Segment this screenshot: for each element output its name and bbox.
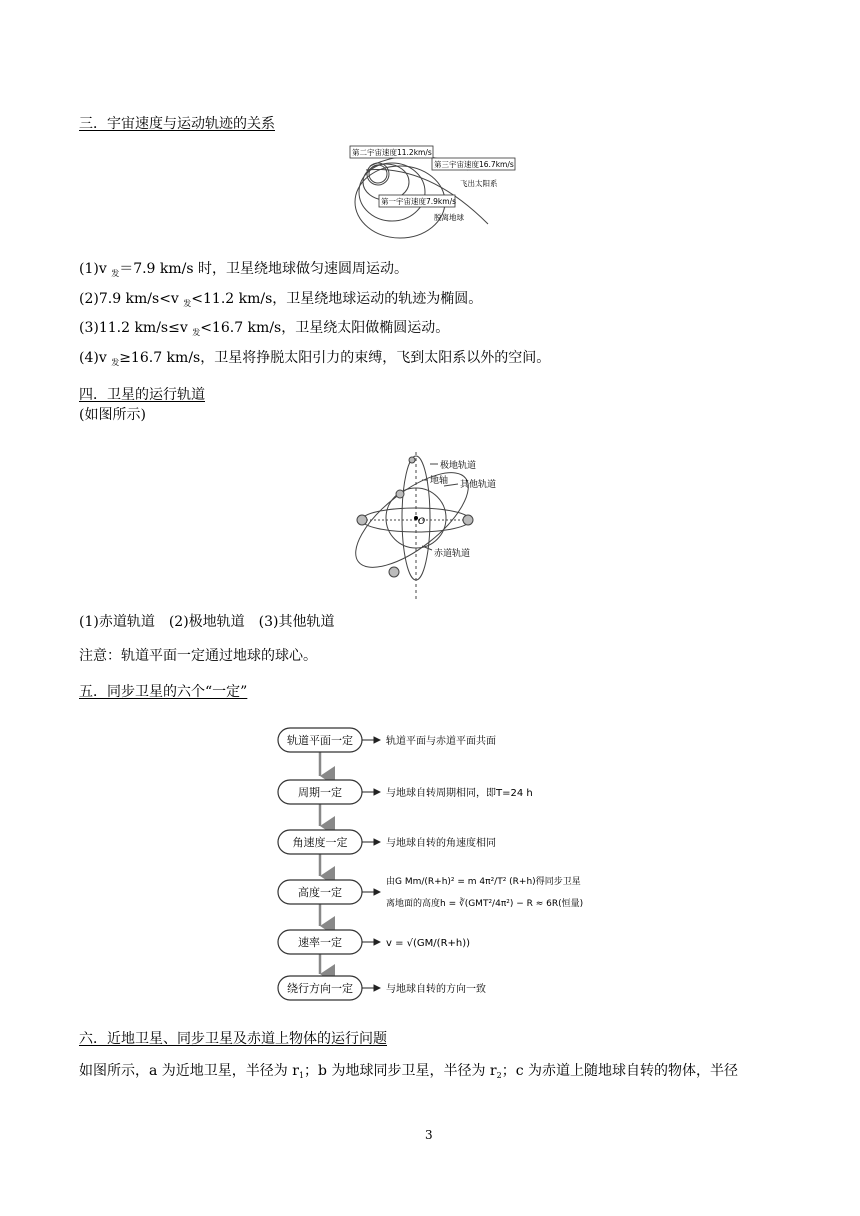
cosmic-velocity-figure xyxy=(348,144,516,240)
flow-desc-period: 与地球自转周期相同，即T=24 h xyxy=(386,788,533,799)
label-fly-out-solar-system: 飞出太阳系 xyxy=(460,179,498,188)
section-3-heading: 三．宇宙速度与运动轨迹的关系 xyxy=(79,116,275,132)
satellite-orbits-figure xyxy=(352,452,504,600)
section-4-heading: 四．卫星的运行轨道 xyxy=(79,387,205,403)
velocity-item-3: (3)11.2 km/s≤v $_发$<16.7 km/s，卫星绕太阳做椭圆运动。 xyxy=(79,320,450,337)
flow-desc-angular-velocity: 与地球自转的角速度相同 xyxy=(386,838,496,849)
velocity-item-1: (1)v $_发$＝7.9 km/s 时，卫星绕地球做匀速圆周运动。 xyxy=(79,261,409,278)
label-other-orbit: 其他轨道 xyxy=(460,480,497,490)
label-polar-orbit: 极地轨道 xyxy=(440,461,477,471)
velocity-item-2: (2)7.9 km/s<v $_发$<11.2 km/s，卫星绕地球运动的轨迹为椭圆。 xyxy=(79,291,483,308)
label-equatorial-orbit: 赤道轨道 xyxy=(434,549,471,559)
flow-box-period: 周期一定 xyxy=(298,786,342,799)
flow-box-direction: 绕行方向一定 xyxy=(287,982,353,995)
label-earth-axis: 地轴 xyxy=(430,476,449,486)
orbit-note: 注意：轨道平面一定通过地球的球心。 xyxy=(79,648,317,664)
flow-desc-direction: 与地球自转的方向一致 xyxy=(386,984,486,995)
figure-caption: (如图所示) xyxy=(79,407,146,423)
label-third-velocity: 第三宇宙速度16.7km/s xyxy=(434,160,514,169)
section-5-heading: 五．同步卫星的六个“一定” xyxy=(79,684,248,700)
flow-desc-height-line1: 由G Mm/(R+h)² = m 4π²/T² (R+h)得同步卫星 xyxy=(386,877,581,887)
flow-box-angular-velocity: 角速度一定 xyxy=(292,836,348,849)
section-6-heading: 六．近地卫星、同步卫星及赤道上物体的运行问题 xyxy=(79,1031,387,1047)
label-first-velocity: 第一宇宙速度7.9km/s xyxy=(381,197,457,206)
label-center-o: O xyxy=(418,517,426,527)
flow-box-speed: 速率一定 xyxy=(298,936,342,949)
section-6-paragraph: 如图所示，a 为近地卫星，半径为 $r_1$；b 为地球同步卫星，半径为 $r_2$；c 为赤道上随地球自转的物体，半径 xyxy=(79,1063,738,1080)
flow-box-orbit-plane: 轨道平面一定 xyxy=(287,734,353,747)
label-second-velocity: 第二宇宙速度11.2km/s xyxy=(352,148,432,157)
sync-satellite-flowchart xyxy=(274,722,594,1002)
flow-box-height: 高度一定 xyxy=(298,886,342,899)
velocity-item-4: (4)v $_发$≥16.7 km/s，卫星将挣脱太阳引力的束缚，飞到太阳系以外的空间。 xyxy=(79,350,551,367)
flow-desc-speed: v = √(GM/(R+h)) xyxy=(386,938,471,949)
page-number: 3 xyxy=(425,1128,433,1142)
flow-desc-height-line2: 离地面的高度h = ∛(GMT²/4π²) − R ≈ 6R(恒量) xyxy=(386,899,584,909)
orbit-type-list: (1)赤道轨道 (2)极地轨道 (3)其他轨道 xyxy=(79,614,335,630)
flow-desc-orbit-plane: 轨道平面与赤道平面共面 xyxy=(386,736,496,747)
label-leave-earth: 脱离地球 xyxy=(434,213,464,222)
